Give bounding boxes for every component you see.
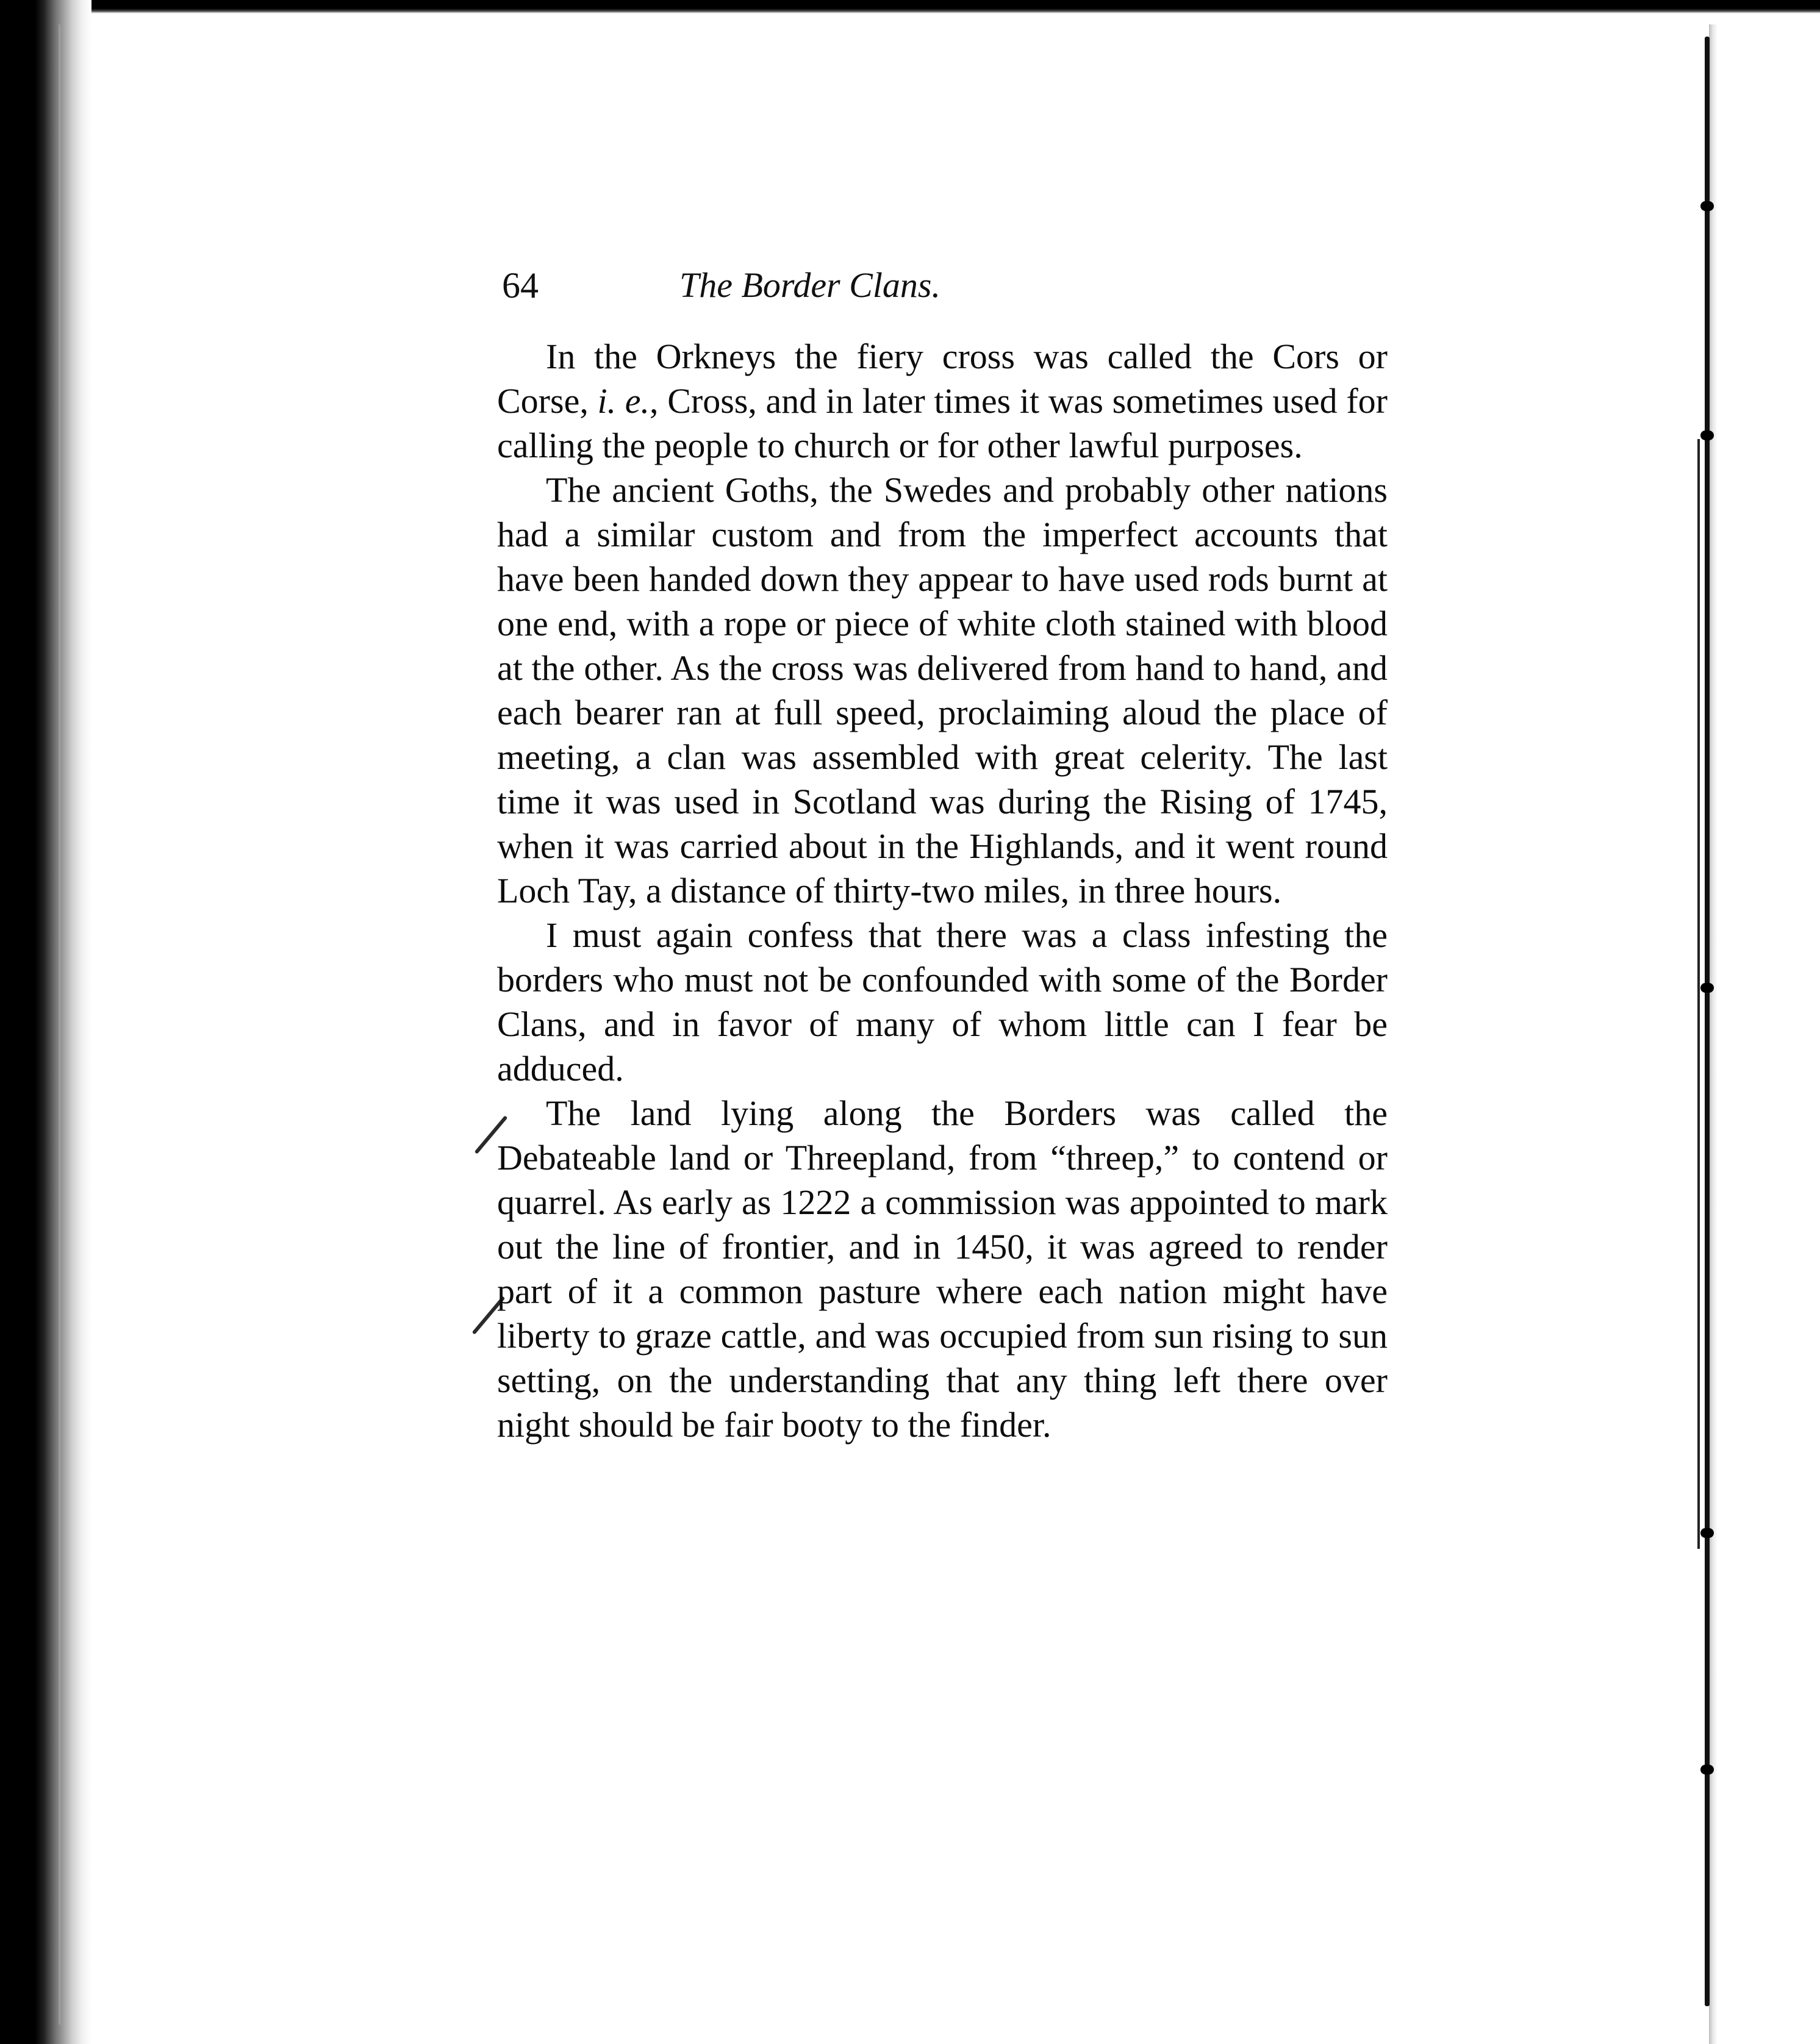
right-binding-line <box>1705 37 1710 2006</box>
paragraph <box>497 334 1388 468</box>
running-head: The Border Clans. <box>679 265 941 305</box>
binding-tick <box>1700 1528 1714 1538</box>
binding-tick <box>1700 1765 1714 1774</box>
binding-tick <box>1700 201 1714 211</box>
paragraph <box>497 1091 1388 1447</box>
page-header <box>502 261 1118 310</box>
paragraph-italic-text: i. e. <box>597 381 650 421</box>
paragraph-text: In the Orkneys the fiery cross was called the Cors or Corse, <box>497 337 1388 421</box>
paragraph-text: I must again confess that there was a class infesting the borders who must not be confounded with some of the Border Clans, and in favor of many of whom little can I fear be adduced. <box>497 915 1388 1088</box>
paragraph <box>497 468 1388 913</box>
book-binding-edge <box>0 0 91 2044</box>
binding-tick <box>1700 431 1714 440</box>
right-binding-shadow <box>1697 439 1700 1549</box>
paragraph-text: The land lying along the Borders was called the Debateable land or Threepland, from “threep,” to contend or quarrel. As early as 1222 a commission was appointed to mark out the line of frontier, and in 1450, it was agreed to render part of it a common pasture where each nation might have liberty to graze cattle, and was occupied from sun rising to sun setting, on the understanding that any thing left there over night should be fair booty to the finder. <box>497 1093 1388 1445</box>
facing-page-edge <box>1709 24 1820 2044</box>
paragraph-text: , Cross, and in later times it was sometimes used for calling the people to church or for other lawful purposes. <box>497 381 1388 465</box>
binding-tick <box>1700 983 1714 993</box>
body-text <box>497 334 1388 1447</box>
page-number: 64 <box>502 265 539 306</box>
top-scan-edge <box>0 0 1820 13</box>
paragraph-text: The ancient Goths, the Swedes and probably other nations had a similar custom and from the imperfect accounts that have been handed down they appear to have used rods burnt at one end, with a rope or piece of white cloth stained with blood at the other. As the cross was delivered from hand to hand, and each bearer ran at full speed, proclaiming aloud the place of meeting, a clan was assembled with great celerity. The last time it was used in Scotland was during the Rising of 1745, when it was carried about in the Highlands, and it went round Loch Tay, a distance of thirty-two miles, in three hours. <box>497 470 1388 910</box>
paragraph <box>497 913 1388 1091</box>
